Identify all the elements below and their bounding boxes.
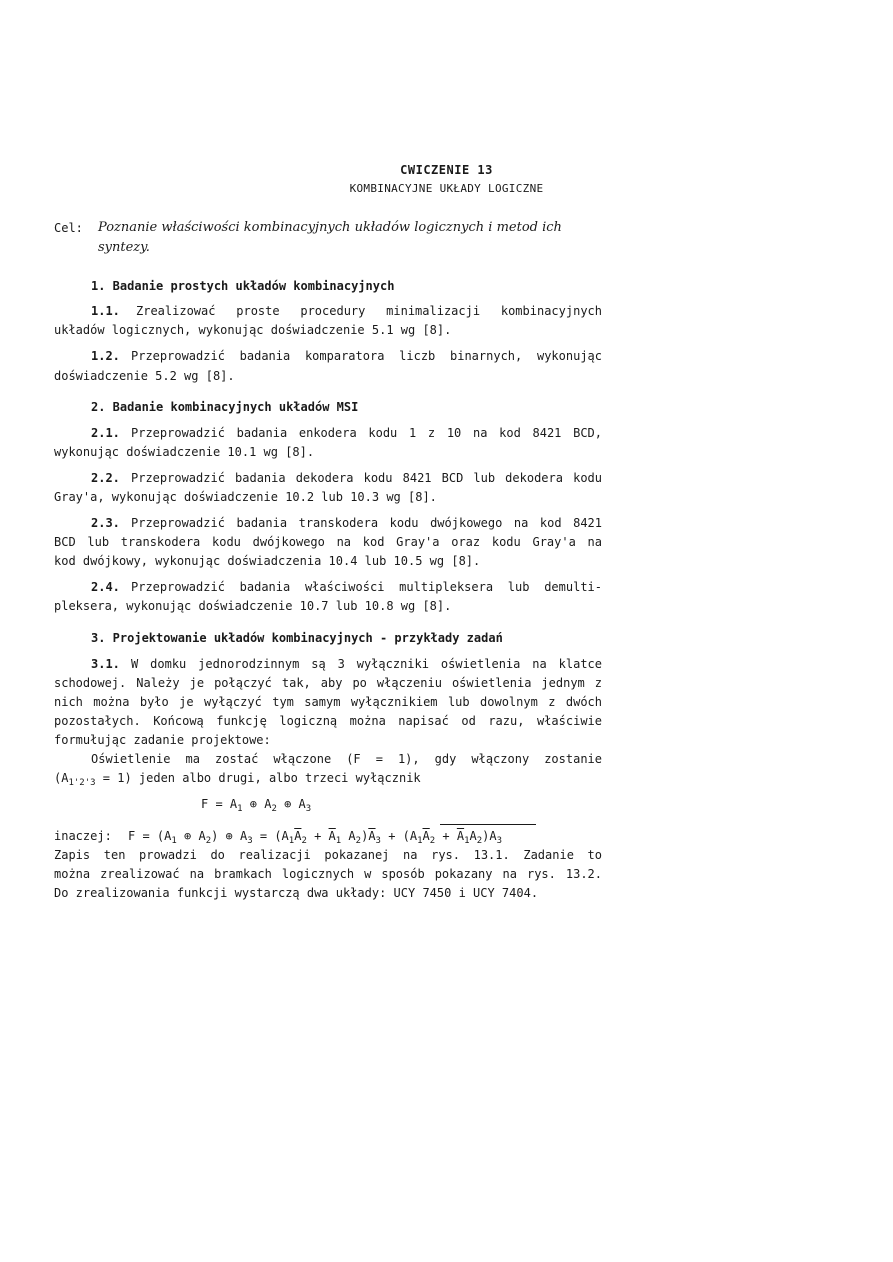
goal-line-2: syntezy.	[98, 240, 150, 255]
exercise-subtitle: KOMBINACYJNE UKŁADY LOGICZNE	[349, 182, 544, 195]
item-2-4-line-1: Przeprowadzić badania właściwości multipleksera lub demulti-	[131, 580, 602, 594]
item-2-3-line-1: Przeprowadzić badania transkodera kodu dwójkowego na kod 8421	[131, 516, 602, 530]
item-1-2-line-1: Przeprowadzić badania komparatora liczb binarnych, wykonując	[131, 349, 602, 363]
item-2-2-line-2: Gray'a, wykonując doświadczenie 10.2 lub 10.3 wg [8].	[54, 490, 437, 504]
xor-formula: $F = A_1$ ⊕ $A_2$ ⊕ $A_3$	[201, 797, 312, 814]
item-1-1-line-1: Zrealizować proste procedury minimalizacji kombinacyjnych	[136, 304, 602, 318]
item-1-1-number: 1.1.	[91, 304, 120, 318]
section-3-title: 3. Projektowanie układów kombinacyjnych - przykłady zadań	[91, 631, 503, 645]
negation-bar	[440, 824, 536, 825]
item-2-2-line-1: Przeprowadzić badania dekodera kodu 8421 BCD lub dekodera kodu	[131, 471, 602, 485]
item-1-2-line-2: doświadczenie 5.2 wg [8].	[54, 369, 235, 383]
switch-index: 1'2'3	[68, 778, 96, 788]
item-2-2-number: 2.2.	[91, 471, 120, 485]
expanded-formula: $F = (A_1$ ⊕ $A_2$) ⊕ $A_3 = (A_1\overline{A}_2 + \overline{A}_1$ $A_2)\overline{A}_3 + (A_1\overline{A}_2 + \overline{A}_1A_2)A_3$	[128, 829, 503, 846]
item-2-4-number: 2.4.	[91, 580, 120, 594]
inaczej-label: inaczej:	[54, 829, 112, 843]
item-2-3-line-2: BCD lub transkodera kodu dwójkowego na kod Gray'a oraz kodu Gray'a na	[54, 535, 602, 549]
switch-text: = 1) jeden albo drugi, albo trzeci wyłącznik	[95, 771, 421, 785]
exercise-title: CWICZENIE 13	[400, 163, 493, 177]
item-3-1-line-3: nich można było je wyłączyć tym samym wyłącznikiem lub dowolnym z dwóch	[54, 695, 602, 709]
item-3-1-line-2: schodowej. Należy je połączyć tak, aby po włączeniu oświetlenia jednym z	[54, 676, 602, 690]
closing-line-1: Zapis ten prowadzi do realizacji pokazanej na rys. 13.1. Zadanie to	[54, 848, 602, 862]
closing-line-3: Do zrealizowania funkcji wystarczą dwa układy: UCY 7450 i UCY 7404.	[54, 886, 539, 900]
item-3-1-line-5: formułując zadanie projektowe:	[54, 733, 271, 747]
section-1-title: 1. Badanie prostych układów kombinacyjnych	[91, 279, 395, 293]
item-2-4-line-2: pleksera, wykonując doświadczenie 10.7 lub 10.8 wg [8].	[54, 599, 452, 613]
section-2-title: 2. Badanie kombinacyjnych układów MSI	[91, 400, 359, 414]
item-2-1-line-2: wykonując doświadczenie 10.1 wg [8].	[54, 445, 315, 459]
item-3-1-line-7	[54, 771, 421, 786]
item-2-3-number: 2.3.	[91, 516, 120, 530]
goal-label: Cel:	[54, 221, 83, 235]
switch-variable: (A	[54, 771, 69, 785]
item-3-1-line-6: Oświetlenie ma zostać włączone (F = 1), gdy włączony zostanie	[91, 752, 602, 766]
item-3-1-number: 3.1.	[91, 657, 120, 671]
item-2-1-line-1: Przeprowadzić badania enkodera kodu 1 z 10 na kod 8421 BCD,	[131, 426, 602, 440]
item-3-1-line-4: pozostałych. Końcową funkcję logiczną można napisać od razu, właściwie	[54, 714, 602, 728]
item-2-3-line-3: kod dwójkowy, wykonując doświadczenia 10.4 lub 10.5 wg [8].	[54, 554, 481, 568]
item-1-2-number: 1.2.	[91, 349, 120, 363]
item-1-1-line-2: układów logicznych, wykonując doświadczenie 5.1 wg [8].	[54, 323, 452, 337]
item-2-1-number: 2.1.	[91, 426, 120, 440]
goal-line-1: Poznanie właściwości kombinacyjnych układów logicznych i metod ich	[98, 220, 562, 235]
closing-line-2: można zrealizować na bramkach logicznych w sposób pokazany na rys. 13.2.	[54, 867, 602, 881]
item-3-1-line-1: W domku jednorodzinnym są 3 wyłączniki oświetlenia na klatce	[131, 657, 602, 671]
